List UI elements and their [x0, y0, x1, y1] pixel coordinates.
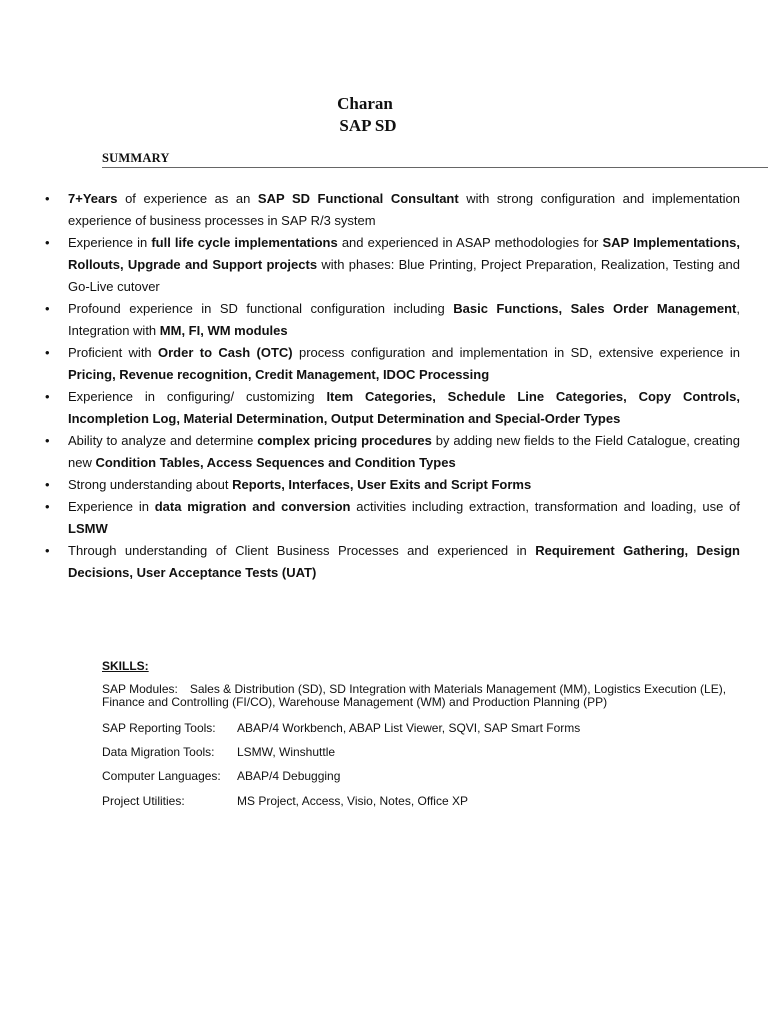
bullet-text: Ability to analyze and determine — [68, 433, 258, 448]
summary-bullet — [68, 188, 740, 232]
bullet-text: Profound experience in SD functional configuration including — [68, 301, 454, 316]
bullet-text: Experience in configuring/ customizing — [68, 389, 327, 404]
skill-value: ABAP/4 Debugging — [237, 769, 341, 783]
skill-label: SAP Modules: — [102, 682, 178, 696]
bullet-text: by adding new fields to the Field Catalogue, creating new — [68, 433, 740, 470]
skill-label: Data Migration Tools: — [102, 745, 215, 759]
bullet-text: Strong understanding about — [68, 477, 233, 492]
skill-row-project-utilities — [102, 793, 468, 809]
bullet-text: with strong configuration and implementation experience of business processes in SAP R/3 system — [68, 191, 740, 228]
skill-label: Project Utilities: — [102, 794, 185, 808]
bullet-text: process configuration and implementation in SD, extensive experience in — [292, 345, 740, 360]
bullet-emphasis: LSMW — [68, 521, 108, 536]
bullet-emphasis: SAP SD Functional Consultant — [257, 191, 459, 206]
skill-value: LSMW, Winshuttle — [237, 745, 336, 759]
summary-heading: SUMMARY — [102, 151, 170, 165]
skills-heading: SKILLS: — [102, 659, 149, 673]
bullet-emphasis: Item Categories, Schedule Line Categories, Copy Controls, Incompletion Log, Material Determination, Output Determination and Special-Order Types — [68, 389, 740, 426]
candidate-role: SAP SD — [339, 116, 397, 135]
bullet-emphasis: Condition Tables, Access Sequences and Condition Types — [95, 455, 456, 470]
summary-list — [68, 188, 740, 584]
skill-row-data-migration-tools — [102, 744, 335, 760]
bullet-emphasis: Order to Cash (OTC) — [158, 345, 293, 360]
bullet-emphasis: complex pricing procedures — [257, 433, 432, 448]
summary-bullet — [68, 474, 740, 496]
bullet-emphasis: Requirement Gathering, Design Decisions, User Acceptance Tests (UAT) — [68, 543, 740, 580]
bullet-text: Proficient with — [68, 345, 159, 360]
skill-row-computer-languages — [102, 768, 340, 784]
summary-bullet — [68, 342, 740, 386]
bullet-emphasis: MM, FI, WM modules — [159, 323, 288, 338]
summary-bullet — [68, 540, 740, 584]
bullet-text: Experience in — [68, 235, 152, 250]
summary-bullet — [68, 496, 740, 540]
bullet-emphasis: data migration and conversion — [154, 499, 351, 514]
skill-sap-modules — [102, 683, 742, 708]
bullet-text: and experienced in ASAP methodologies for — [337, 235, 603, 250]
bullet-text: Experience in — [68, 499, 155, 514]
summary-bullet — [68, 232, 740, 298]
bullet-text: Through understanding of Client Business Processes and experienced in — [68, 543, 536, 558]
skill-value: Sales & Distribution (SD), SD Integration with Materials Management (MM), Logistics Execution (LE), Finance and Controlling (FI/CO), Warehouse Management (WM) and Production Planning (PP) — [102, 682, 727, 709]
bullet-emphasis: 7+Years — [68, 191, 118, 206]
bullet-emphasis: SAP Implementations, Rollouts, Upgrade and Support projects — [68, 235, 740, 272]
bullet-text: activities including extraction, transformation and loading, use of — [350, 499, 740, 514]
skill-value: MS Project, Access, Visio, Notes, Office XP — [237, 794, 468, 808]
summary-bullet — [68, 298, 740, 342]
bullet-emphasis: Basic Functions, Sales Order Management — [453, 301, 737, 316]
skill-label: SAP Reporting Tools: — [102, 721, 216, 735]
summary-divider — [102, 167, 768, 168]
bullet-emphasis: Pricing, Revenue recognition, Credit Management, IDOC Processing — [68, 367, 490, 382]
bullet-text: , Integration with — [68, 301, 740, 338]
bullet-text: with phases: Blue Printing, Project Preparation, Realization, Testing and Go-Live cutover — [68, 257, 740, 294]
candidate-name: Charan — [337, 94, 393, 113]
bullet-emphasis: Reports, Interfaces, User Exits and Script Forms — [232, 477, 532, 492]
skill-row-reporting-tools — [102, 720, 580, 736]
skill-value: ABAP/4 Workbench, ABAP List Viewer, SQVI, SAP Smart Forms — [237, 721, 581, 735]
summary-bullet — [68, 430, 740, 474]
summary-bullet — [68, 386, 740, 430]
bullet-emphasis: full life cycle implementations — [151, 235, 338, 250]
bullet-text: of experience as an — [117, 191, 258, 206]
skill-label: Computer Languages: — [102, 769, 221, 783]
